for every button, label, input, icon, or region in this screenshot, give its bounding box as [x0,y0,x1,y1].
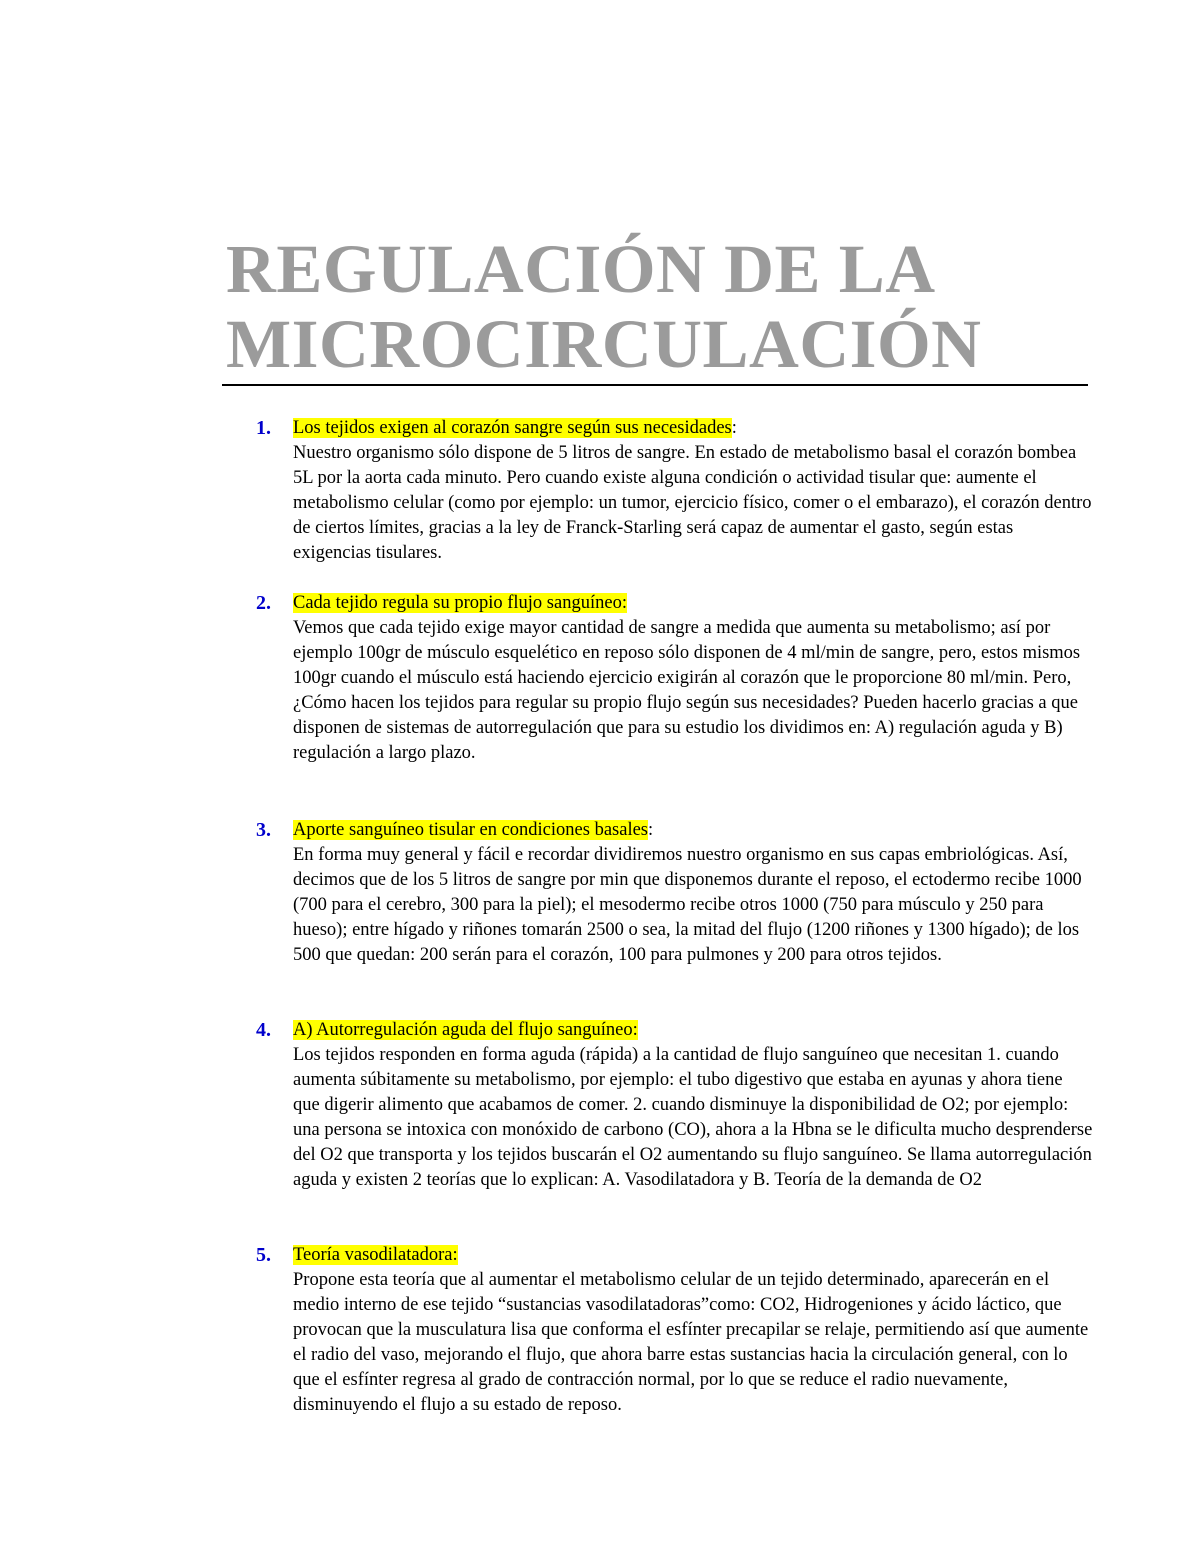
section-heading [293,416,737,441]
highlighted-heading: Teoría vasodilatadora: [293,1245,458,1265]
list-number: 1. [256,417,271,439]
highlighted-heading: A) Autorregulación aguda del flujo sanguíneo: [293,1020,638,1040]
list-number: 3. [256,819,271,841]
section-heading [293,591,627,616]
page-title: REGULACIÓN DE LA MICROCIRCULACIÓN [226,231,982,382]
highlighted-heading: Los tejidos exigen al corazón sangre según sus necesidades [293,418,732,438]
heading-suffix: : [731,418,737,438]
title-underline [222,384,1088,386]
section-heading [293,1243,458,1268]
section-body: Los tejidos responden en forma aguda (rápida) a la cantidad de flujo sanguíneo que necesitan 1. cuando aumenta súbitamente su metabolismo, por ejemplo: el tubo digestivo que estaba en ayunas y ahora tiene que digerir alimento que acabamos de comer. 2. cuando disminuye la disponibilidad de O2; por ejemplo: una persona se intoxica con monóxido de carbono (CO), ahora a la Hbna se le dificulta mucho desprenderse del O2 que transporta y los tejidos buscarán el O2 aumentando su flujo sanguíneo. Se llama autorregulación aguda y existen 2 teorías que lo explican: A. Vasodilatadora y B. Teoría de la demanda de O2 [293,1045,1093,1190]
heading-suffix: : [648,820,654,840]
highlighted-heading: Cada tejido regula su propio flujo sanguíneo: [293,593,627,613]
section-body: Nuestro organismo sólo dispone de 5 litros de sangre. En estado de metabolismo basal el corazón bombea 5L por la aorta cada minuto. Pero cuando existe alguna condición o actividad tisular que: aumente el metabolismo celular (como por ejemplo: un tumor, ejercicio físico, comer o el embarazo), el corazón dentro de ciertos límites, gracias a la ley de Franck-Starling será capaz de aumentar el gasto, según estas exigencias tisulares. [293,443,1092,563]
section-body: Propone esta teoría que al aumentar el metabolismo celular de un tejido determinado, aparecerán en el medio interno de ese tejido “sustancias vasodilatadoras”como: CO2, Hidrogeniones y ácido láctico, que provocan que la musculatura lisa que conforma el esfínter precapilar se relaje, permitiendo así que aumente el radio del vaso, mejorando el flujo, que ahora barre estas sustancias hacia la circulación general, con lo que el esfínter regresa al grado de contracción normal, por lo que se reduce el radio nuevamente, disminuyendo el flujo a su estado de reposo. [293,1270,1089,1415]
section-heading [293,818,653,843]
list-number: 5. [256,1244,271,1266]
highlighted-heading: Aporte sanguíneo tisular en condiciones basales [293,820,648,840]
section-heading [293,1018,638,1043]
list-number: 2. [256,592,271,614]
section-body: En forma muy general y fácil e recordar dividiremos nuestro organismo en sus capas embriológicas. Así, decimos que de los 5 litros de sangre por min que disponemos durante el reposo, el ectodermo recibe 1000 (700 para el cerebro, 300 para la piel); el mesodermo recibe otros 1000 (750 para músculo y 250 para hueso); entre hígado y riñones tomarán 2500 o sea, la mitad del flujo (1200 riñones y 1300 hígado); de los 500 que quedan: 200 serán para el corazón, 100 para pulmones y 200 para otros tejidos. [293,845,1082,965]
section-body: Vemos que cada tejido exige mayor cantidad de sangre a medida que aumenta su metabolismo; así por ejemplo 100gr de músculo esquelético en reposo sólo disponen de 4 ml/min de sangre, pero, estos mismos 100gr cuando el músculo está haciendo ejercicio exigirán al corazón que le proporcione 80 ml/min. Pero, ¿Cómo hacen los tejidos para regular su propio flujo según sus necesidades? Pueden hacerlo gracias a que disponen de sistemas de autorregulación que para su estudio los dividimos en: A) regulación aguda y B) regulación a largo plazo. [293,618,1081,763]
list-number: 4. [256,1019,271,1041]
